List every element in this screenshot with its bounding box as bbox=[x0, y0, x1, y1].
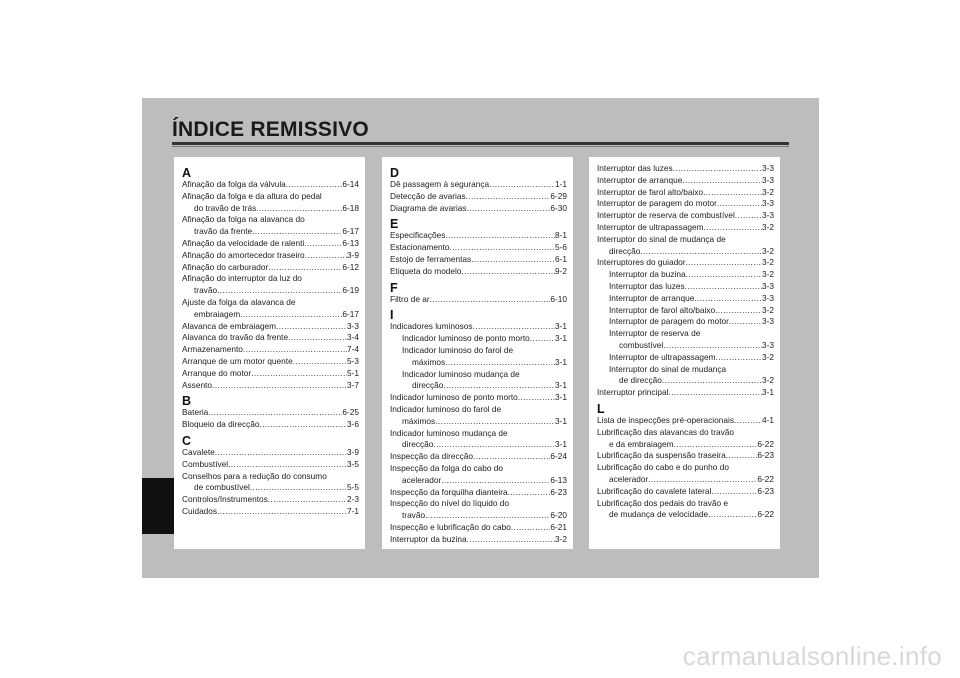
index-entry bbox=[182, 179, 359, 191]
leader-dots bbox=[518, 392, 555, 404]
entry-text: Diagrama de avarias bbox=[390, 202, 467, 213]
index-entry bbox=[182, 309, 359, 321]
index-entry bbox=[597, 340, 774, 352]
entry-page: 3-1 bbox=[555, 380, 567, 391]
entry-text: embraiagem bbox=[194, 308, 241, 319]
index-entry bbox=[182, 238, 359, 250]
section-letter: A bbox=[182, 166, 192, 180]
index-entry-line: Interruptor do sinal de mudança bbox=[609, 363, 727, 374]
leader-dots bbox=[288, 332, 347, 344]
leader-dots bbox=[530, 333, 555, 345]
leader-dots bbox=[466, 191, 551, 203]
leader-dots bbox=[686, 269, 762, 281]
entry-text: Interruptor de ultrapassagem bbox=[597, 221, 704, 232]
entry-text: Alavanca de embraiagem bbox=[182, 320, 277, 331]
entry-page: 3-2 bbox=[762, 375, 774, 386]
leader-dots bbox=[268, 262, 342, 274]
entry-page: 7-1 bbox=[347, 505, 359, 516]
index-entry bbox=[182, 494, 359, 506]
entry-page: 3-2 bbox=[762, 269, 774, 280]
index-entry bbox=[182, 285, 359, 297]
entry-text: de combustível bbox=[194, 482, 250, 493]
leader-dots bbox=[686, 257, 762, 269]
leader-dots bbox=[305, 250, 347, 262]
entry-text: acelerador bbox=[402, 474, 442, 485]
entry-page: 3-1 bbox=[555, 356, 567, 367]
entry-page: 7-4 bbox=[347, 344, 359, 355]
section-letter: I bbox=[390, 308, 394, 323]
index-entry-line: Indicador luminoso do farol de bbox=[402, 344, 514, 355]
index-entry-line: Inspecção do nível do líquido do bbox=[390, 498, 510, 509]
entry-page: 5-3 bbox=[347, 355, 359, 366]
index-entry bbox=[390, 439, 567, 451]
entry-page: 6-23 bbox=[550, 486, 567, 497]
index-entry bbox=[390, 416, 567, 428]
entry-page: 3-1 bbox=[555, 333, 567, 344]
index-entry bbox=[390, 357, 567, 369]
leader-dots bbox=[734, 415, 762, 427]
index-entry bbox=[390, 242, 567, 254]
entry-page: 6-23 bbox=[757, 450, 774, 461]
entry-text: Interruptor principal bbox=[597, 387, 669, 398]
leader-dots bbox=[304, 238, 342, 250]
leader-dots bbox=[425, 510, 550, 522]
index-entry bbox=[597, 387, 774, 399]
entry-page: 3-3 bbox=[762, 280, 774, 291]
entry-text: Afinação da folga da válvula bbox=[182, 179, 286, 189]
index-entry bbox=[182, 356, 359, 368]
leader-dots bbox=[250, 482, 347, 494]
chapter-tab-marker bbox=[142, 478, 174, 534]
entry-text: Interruptor de paragem do motor bbox=[597, 198, 717, 209]
index-entry-line: Conselhos para a redução do consumo bbox=[182, 470, 327, 481]
leader-dots bbox=[228, 459, 347, 471]
entry-text: Interruptor das luzes bbox=[597, 163, 673, 173]
entry-page: 6-25 bbox=[342, 407, 359, 418]
index-entry bbox=[597, 474, 774, 486]
entry-page: 6-17 bbox=[342, 226, 359, 237]
entry-page: 6-14 bbox=[342, 179, 359, 189]
entry-text: Assento bbox=[182, 379, 212, 390]
leader-dots bbox=[467, 203, 551, 215]
entry-text: Etiqueta do modelo bbox=[390, 265, 462, 276]
entry-text: Interruptor de farol alto/baixo bbox=[609, 304, 716, 315]
entry-text: Detecção de avarias bbox=[390, 190, 466, 201]
entry-text: Arranque do motor bbox=[182, 367, 252, 378]
index-column-3 bbox=[589, 157, 780, 549]
entry-page: 1-1 bbox=[555, 179, 567, 189]
leader-dots bbox=[640, 246, 762, 258]
entry-text: Afinação do carburador bbox=[182, 261, 269, 272]
entry-text: do travão de trás bbox=[194, 202, 257, 213]
entry-page: 3-1 bbox=[762, 387, 774, 398]
index-entry bbox=[597, 246, 774, 258]
leader-dots bbox=[240, 309, 342, 321]
index-entry bbox=[390, 191, 567, 203]
index-entry bbox=[390, 522, 567, 534]
entry-text: direcção bbox=[609, 245, 641, 256]
leader-dots bbox=[704, 222, 762, 234]
entry-text: direcção bbox=[412, 380, 444, 391]
leader-dots bbox=[685, 281, 762, 293]
index-entry bbox=[390, 254, 567, 266]
index-entry bbox=[182, 332, 359, 344]
leader-dots bbox=[694, 293, 762, 305]
index-entry bbox=[597, 163, 774, 175]
entry-page: 3-2 bbox=[762, 304, 774, 315]
entry-page: 3-2 bbox=[762, 257, 774, 268]
entry-page: 6-10 bbox=[550, 293, 567, 304]
index-entry-line: Afinação da folga e da altura do pedal bbox=[182, 190, 322, 201]
entry-text: Lista de inspecções pré-operacionais bbox=[597, 414, 734, 425]
leader-dots bbox=[430, 294, 551, 306]
entry-text: Dê passagem à segurança bbox=[390, 179, 490, 189]
leader-dots bbox=[711, 486, 757, 498]
entry-page: 3-2 bbox=[555, 533, 567, 544]
entry-text: Inspecção da forquilha dianteira bbox=[390, 486, 508, 497]
index-entry bbox=[390, 179, 567, 191]
index-entry-line: Interruptor do sinal de mudança de bbox=[597, 233, 726, 244]
leader-dots bbox=[668, 387, 762, 399]
index-entry-line: Interruptor de reserva de bbox=[609, 328, 701, 339]
entry-text: Bloqueio da direcção bbox=[182, 419, 260, 430]
entry-text: Inspecção e lubrificação do cabo bbox=[390, 521, 511, 532]
entry-page: 5-5 bbox=[347, 482, 359, 493]
entry-page: 6-22 bbox=[757, 438, 774, 449]
index-entry bbox=[390, 451, 567, 463]
entry-page: 6-20 bbox=[550, 510, 567, 521]
entry-text: Filtro de ar bbox=[390, 293, 430, 304]
section-letter: D bbox=[390, 166, 400, 180]
entry-text: Interruptor da buzina bbox=[390, 533, 467, 544]
entry-page: 3-9 bbox=[347, 249, 359, 260]
index-entry-line: Ajuste da folga da alavanca de bbox=[182, 296, 296, 307]
title-rule bbox=[172, 142, 789, 145]
index-entry bbox=[597, 187, 774, 199]
leader-dots bbox=[662, 375, 762, 387]
entry-text: Estacionamento bbox=[390, 242, 450, 253]
entry-page: 3-3 bbox=[762, 316, 774, 327]
entry-page: 6-22 bbox=[757, 509, 774, 520]
leader-dots bbox=[663, 340, 762, 352]
leader-dots bbox=[217, 506, 347, 518]
index-entry-line: Lubrificação dos pedais do travão e bbox=[597, 497, 728, 508]
index-entry-line: Lubrificação das alavancas do travão bbox=[597, 426, 734, 437]
leader-dots bbox=[441, 475, 550, 487]
leader-dots bbox=[726, 450, 758, 462]
index-entry bbox=[597, 257, 774, 269]
index-entry bbox=[597, 198, 774, 210]
entry-text: Inspecção da direcção bbox=[390, 451, 474, 462]
entry-page: 6-18 bbox=[342, 202, 359, 213]
watermark-text: carmanualsonline.info bbox=[682, 641, 942, 671]
index-entry bbox=[597, 352, 774, 364]
page-title: ÍNDICE REMISSIVO bbox=[172, 118, 369, 141]
index-entry bbox=[597, 415, 774, 427]
entry-page: 3-2 bbox=[762, 245, 774, 256]
entry-page: 3-7 bbox=[347, 379, 359, 390]
index-entry bbox=[182, 506, 359, 518]
index-entry bbox=[182, 447, 359, 459]
entry-text: Armazenamento bbox=[182, 344, 243, 355]
section-letter: B bbox=[182, 394, 192, 409]
section-letter: E bbox=[390, 217, 399, 232]
entry-page: 4-1 bbox=[762, 414, 774, 425]
index-entry bbox=[182, 459, 359, 471]
entry-page: 3-1 bbox=[555, 392, 567, 403]
leader-dots bbox=[673, 163, 762, 175]
leader-dots bbox=[648, 474, 757, 486]
leader-dots bbox=[682, 175, 762, 187]
entry-page: 3-1 bbox=[555, 321, 567, 332]
entry-text: de mudança de velocidade bbox=[609, 509, 709, 520]
entry-text: combustível bbox=[619, 339, 664, 350]
leader-dots bbox=[208, 407, 342, 419]
leader-dots bbox=[260, 419, 348, 431]
index-entry bbox=[597, 305, 774, 317]
index-entry bbox=[182, 407, 359, 419]
leader-dots bbox=[729, 316, 762, 328]
leader-dots bbox=[243, 344, 347, 356]
index-entry bbox=[182, 344, 359, 356]
entry-page: 6-13 bbox=[342, 237, 359, 248]
entry-page: 8-1 bbox=[555, 230, 567, 241]
entry-text: Interruptor da buzina bbox=[609, 269, 686, 280]
leader-dots bbox=[217, 285, 342, 297]
entry-text: Arranque de um motor quente bbox=[182, 355, 293, 366]
index-entry bbox=[390, 294, 567, 306]
entry-page: 6-1 bbox=[555, 253, 567, 264]
entry-page: 6-21 bbox=[550, 521, 567, 532]
entry-text: máximos bbox=[412, 356, 446, 367]
entry-text: Controlos/Instrumentos bbox=[182, 494, 268, 505]
index-entry bbox=[597, 210, 774, 222]
entry-text: Alavanca do travão da frente bbox=[182, 332, 289, 343]
entry-text: travão bbox=[402, 510, 426, 521]
entry-text: acelerador bbox=[609, 473, 649, 484]
index-entry-line: Inspecção da folga do cabo do bbox=[390, 462, 504, 473]
entry-text: Interruptor de arranque bbox=[609, 292, 695, 303]
index-entry bbox=[597, 486, 774, 498]
leader-dots bbox=[443, 380, 555, 392]
leader-dots bbox=[511, 522, 551, 534]
leader-dots bbox=[450, 242, 556, 254]
leader-dots bbox=[717, 198, 762, 210]
entry-text: Interruptor de paragem do motor bbox=[609, 316, 729, 327]
entry-text: Combustível bbox=[182, 458, 229, 469]
entry-text: travão da frente bbox=[194, 226, 253, 237]
entry-text: máximos bbox=[402, 415, 436, 426]
index-entry bbox=[182, 203, 359, 215]
index-column-2 bbox=[382, 157, 573, 549]
index-entry bbox=[597, 175, 774, 187]
leader-dots bbox=[715, 305, 762, 317]
entry-text: Afinação do amortecedor traseiro bbox=[182, 249, 305, 260]
index-entry bbox=[597, 316, 774, 328]
leader-dots bbox=[435, 416, 555, 428]
leader-dots bbox=[268, 494, 347, 506]
index-entry-line: Indicador luminoso do farol de bbox=[390, 403, 502, 414]
leader-dots bbox=[462, 266, 556, 278]
entry-text: Afinação da velocidade de ralenti bbox=[182, 237, 305, 248]
entry-text: Interruptor de reserva de combustível bbox=[597, 210, 735, 221]
leader-dots bbox=[467, 534, 555, 546]
entry-text: Interruptor das luzes bbox=[609, 280, 685, 291]
entry-page: 3-2 bbox=[762, 351, 774, 362]
entry-page: 3-6 bbox=[347, 419, 359, 430]
leader-dots bbox=[708, 509, 757, 521]
index-entry bbox=[597, 450, 774, 462]
leader-dots bbox=[508, 487, 551, 499]
leader-dots bbox=[256, 203, 342, 215]
leader-dots bbox=[212, 380, 347, 392]
index-entry-line: Indicador luminoso mudança de bbox=[390, 427, 508, 438]
leader-dots bbox=[445, 230, 555, 242]
entry-page: 3-3 bbox=[762, 339, 774, 350]
index-entry bbox=[390, 475, 567, 487]
index-entry bbox=[597, 269, 774, 281]
entry-page: 3-1 bbox=[555, 415, 567, 426]
leader-dots bbox=[251, 368, 347, 380]
entry-page: 9-2 bbox=[555, 265, 567, 276]
leader-dots bbox=[276, 321, 347, 333]
index-entry bbox=[597, 222, 774, 234]
entry-text: Estojo de ferramentas bbox=[390, 253, 472, 264]
index-entry bbox=[597, 293, 774, 305]
entry-page: 3-2 bbox=[762, 221, 774, 232]
leader-dots bbox=[489, 179, 555, 191]
entry-text: Bateria bbox=[182, 407, 209, 418]
index-entry-line: Lubrificação do cabo e do punho do bbox=[597, 462, 729, 473]
index-entry bbox=[182, 419, 359, 431]
entry-page: 3-9 bbox=[347, 446, 359, 457]
leader-dots bbox=[286, 179, 343, 191]
entry-page: 3-3 bbox=[762, 210, 774, 221]
entry-page: 2-3 bbox=[347, 494, 359, 505]
leader-dots bbox=[471, 254, 555, 266]
entry-page: 6-30 bbox=[550, 202, 567, 213]
entry-text: Indicador luminoso de ponto morto bbox=[402, 333, 530, 344]
leader-dots bbox=[293, 356, 347, 368]
entry-text: Lubrificação da suspensão traseira bbox=[597, 450, 726, 461]
entry-page: 6-17 bbox=[342, 308, 359, 319]
entry-text: Lubrificação do cavalete lateral bbox=[597, 485, 712, 496]
section-letter: C bbox=[182, 433, 192, 448]
index-entry bbox=[597, 281, 774, 293]
entry-page: 3-2 bbox=[762, 186, 774, 197]
index-entry bbox=[390, 333, 567, 345]
index-entry bbox=[597, 375, 774, 387]
entry-text: Cavalete bbox=[182, 446, 215, 457]
index-entry bbox=[597, 439, 774, 451]
entry-page: 6-24 bbox=[550, 451, 567, 462]
entry-page: 5-6 bbox=[555, 242, 567, 253]
index-entry bbox=[390, 510, 567, 522]
entry-text: Interruptor de arranque bbox=[597, 174, 683, 185]
index-entry bbox=[182, 226, 359, 238]
index-entry bbox=[390, 380, 567, 392]
leader-dots bbox=[716, 352, 762, 364]
entry-text: Interruptores do guiador bbox=[597, 257, 686, 268]
index-entry bbox=[390, 203, 567, 215]
leader-dots bbox=[215, 447, 347, 459]
index-entry bbox=[182, 380, 359, 392]
entry-text: Interruptor de ultrapassagem bbox=[609, 351, 716, 362]
entry-text: Indicador luminoso de ponto morto bbox=[390, 392, 518, 403]
entry-text: Cuidados bbox=[182, 505, 218, 516]
index-entry-line: Afinação do interruptor da luz do bbox=[182, 273, 302, 284]
index-entry bbox=[182, 250, 359, 262]
entry-page: 3-3 bbox=[762, 198, 774, 209]
entry-text: de direcção bbox=[619, 375, 662, 386]
leader-dots bbox=[473, 321, 555, 333]
index-entry bbox=[390, 266, 567, 278]
leader-dots bbox=[445, 357, 555, 369]
entry-page: 3-3 bbox=[762, 163, 774, 173]
entry-text: Especificações bbox=[390, 230, 446, 241]
entry-page: 6-23 bbox=[757, 485, 774, 496]
leader-dots bbox=[703, 187, 762, 199]
entry-page: 6-22 bbox=[757, 473, 774, 484]
index-entry bbox=[182, 321, 359, 333]
index-entry bbox=[182, 482, 359, 494]
entry-text: Interruptor de farol alto/baixo bbox=[597, 186, 704, 197]
section-letter: F bbox=[390, 280, 398, 295]
index-entry bbox=[390, 321, 567, 333]
entry-text: e da embraiagem bbox=[609, 438, 674, 449]
index-entry-line: Afinação da folga na alavanca do bbox=[182, 214, 305, 225]
entry-text: Indicadores luminosos bbox=[390, 321, 473, 332]
entry-page: 6-19 bbox=[342, 285, 359, 296]
leader-dots bbox=[735, 210, 762, 222]
title-rule-thin bbox=[172, 146, 789, 147]
entry-text: travão bbox=[194, 285, 218, 296]
index-entry bbox=[390, 392, 567, 404]
entry-page: 3-3 bbox=[347, 320, 359, 331]
entry-text: direcção bbox=[402, 439, 434, 450]
leader-dots bbox=[473, 451, 550, 463]
index-entry bbox=[597, 509, 774, 521]
leader-dots bbox=[674, 439, 758, 451]
index-entry bbox=[182, 262, 359, 274]
entry-page: 5-1 bbox=[347, 367, 359, 378]
entry-page: 6-13 bbox=[550, 474, 567, 485]
index-column-1 bbox=[174, 157, 365, 549]
entry-page: 3-5 bbox=[347, 458, 359, 469]
index-entry-line: Indicador luminoso mudança de bbox=[402, 368, 520, 379]
entry-page: 3-4 bbox=[347, 332, 359, 343]
section-letter: L bbox=[597, 401, 605, 416]
leader-dots bbox=[433, 439, 555, 451]
entry-page: 3-3 bbox=[762, 174, 774, 185]
index-entry bbox=[390, 230, 567, 242]
entry-page: 6-12 bbox=[342, 261, 359, 272]
entry-page: 3-3 bbox=[762, 292, 774, 303]
index-entry bbox=[390, 534, 567, 546]
entry-page: 3-1 bbox=[555, 439, 567, 450]
index-entry bbox=[390, 487, 567, 499]
leader-dots bbox=[252, 226, 342, 238]
index-entry bbox=[182, 368, 359, 380]
entry-page: 6-29 bbox=[550, 190, 567, 201]
